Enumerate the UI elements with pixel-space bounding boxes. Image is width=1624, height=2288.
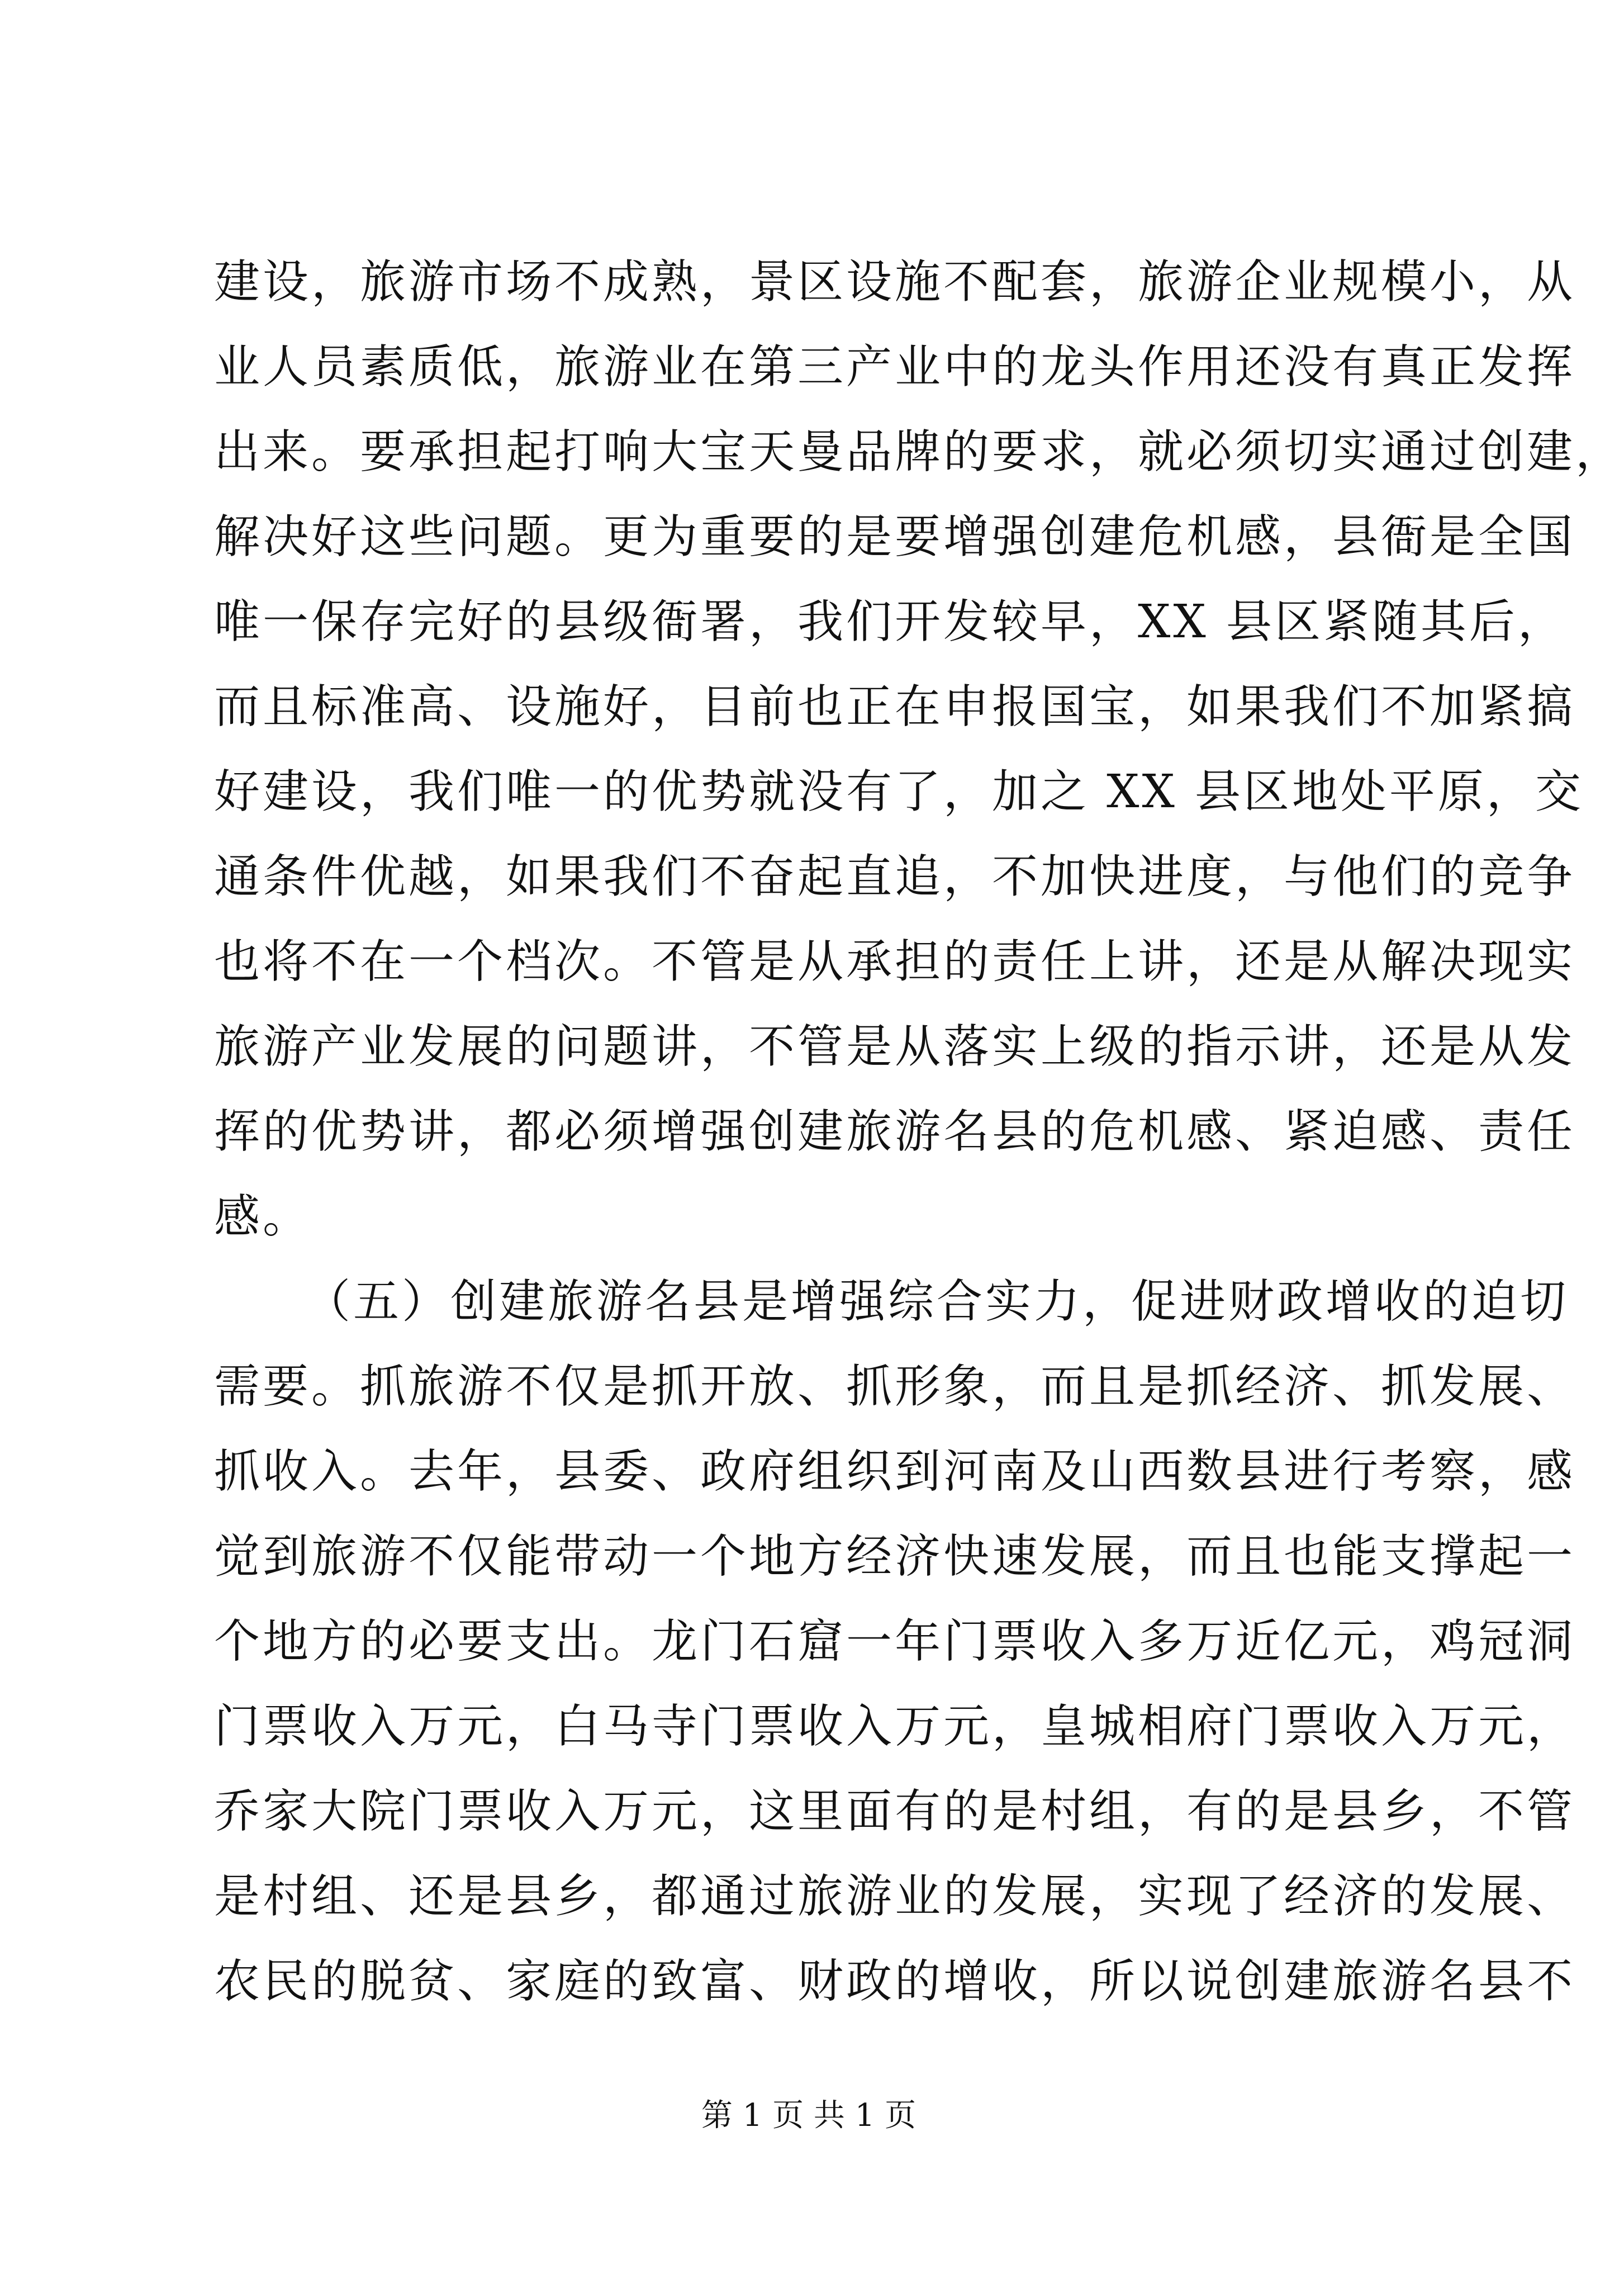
body-text-line: 门票收入万元，白马寺门票收入万元，皇城相府门票收入万元， (214, 1700, 1576, 1753)
body-text-line: 解决好这些问题。更为重要的是要增强创建危机感，县衙是全国 (214, 510, 1576, 563)
body-text-line: 乔家大院门票收入万元，这里面有的是村组，有的是县乡，不管 (214, 1785, 1576, 1838)
section-heading-line: （五）创建旅游名县是增强综合实力，促进财政增收的迫切 (305, 1275, 1569, 1328)
page-number-footer: 第 1 页 共 1 页 (701, 2097, 917, 2134)
body-text-line: 出来。要承担起打响大宝天曼品牌的要求，就必须切实通过创建， (214, 425, 1624, 479)
body-text-line: 挥的优势讲，都必须增强创建旅游名县的危机感、紧迫感、责任 (214, 1105, 1576, 1158)
body-text-line: 感。 (214, 1190, 312, 1243)
body-text-line: 觉到旅游不仅能带动一个地方经济快速发展，而且也能支撑起一 (214, 1530, 1576, 1583)
body-text-line: 是村组、还是县乡，都通过旅游业的发展，实现了经济的发展、 (214, 1870, 1576, 1923)
body-text-line: 通条件优越，如果我们不奋起直追，不加快进度，与他们的竞争 (214, 850, 1576, 903)
body-text-line: 业人员素质低，旅游业在第三产业中的龙头作用还没有真正发挥 (214, 340, 1576, 394)
body-text-line: 好建设，我们唯一的优势就没有了，加之 XX 县区地处平原，交 (214, 765, 1584, 818)
body-text-line: 建设，旅游市场不成熟，景区设施不配套，旅游企业规模小，从 (214, 255, 1576, 309)
body-text-line: 个地方的必要支出。龙门石窟一年门票收入多万近亿元，鸡冠洞 (214, 1615, 1576, 1668)
body-text-line: 也将不在一个档次。不管是从承担的责任上讲，还是从解决现实 (214, 935, 1576, 988)
body-text-line: 唯一保存完好的县级衙署，我们开发较早，XX 县区紧随其后， (214, 595, 1566, 648)
body-text-line: 抓收入。去年，县委、政府组织到河南及山西数县进行考察，感 (214, 1445, 1576, 1498)
body-text-line: 需要。抓旅游不仅是抓开放、抓形象，而且是抓经济、抓发展、 (214, 1360, 1576, 1413)
body-text-line: 而且标准高、设施好，目前也正在申报国宝，如果我们不加紧搞 (214, 680, 1576, 733)
body-text-line: 旅游产业发展的问题讲，不管是从落实上级的指示讲，还是从发 (214, 1020, 1576, 1073)
body-text-line: 农民的脱贫、家庭的致富、财政的增收，所以说创建旅游名县不 (214, 1955, 1576, 2008)
